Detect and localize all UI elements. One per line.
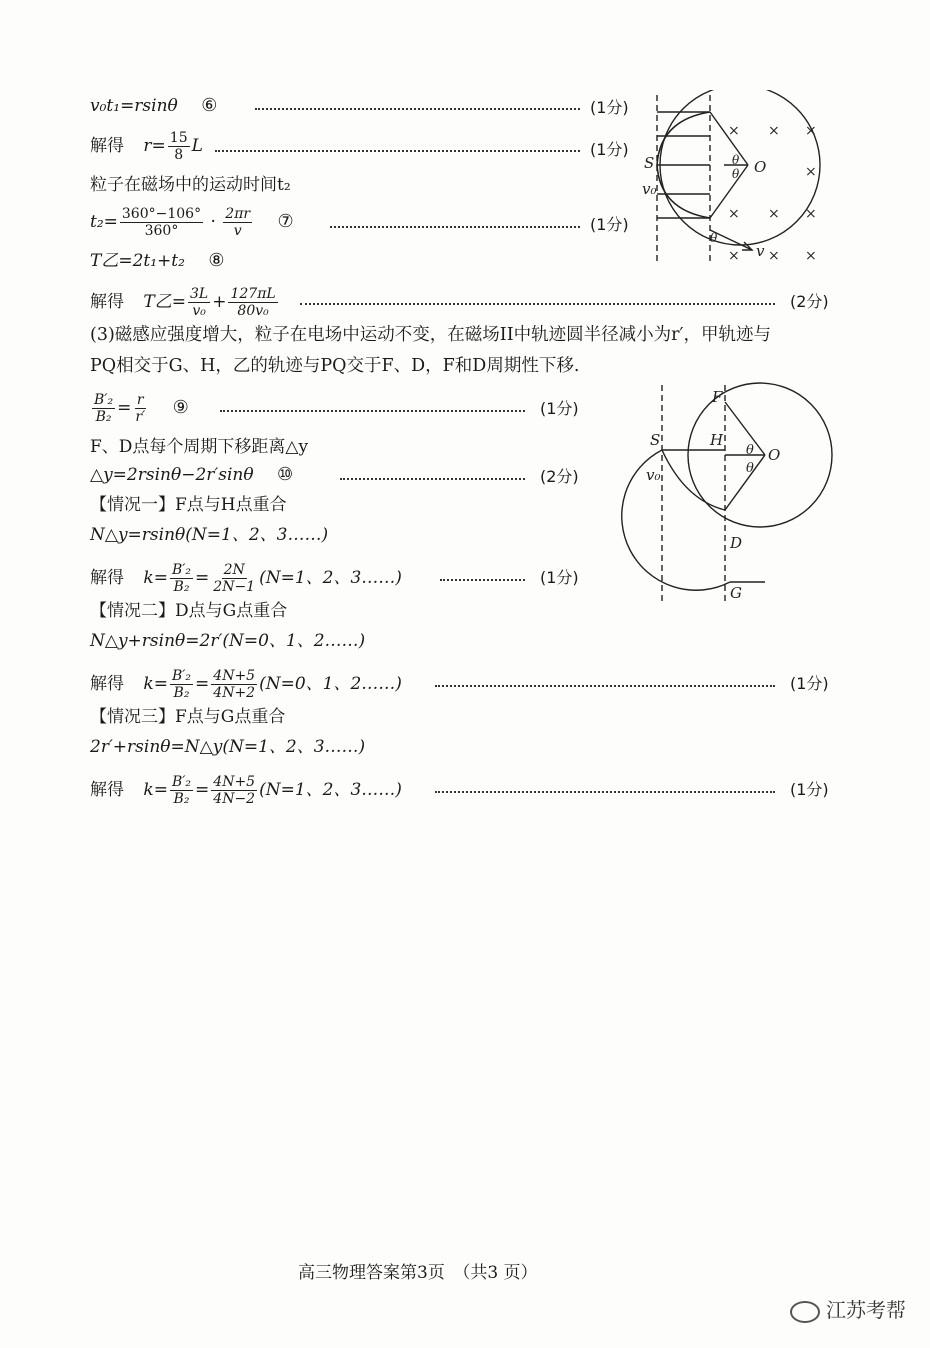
tail: (N=1、2、3……) bbox=[259, 780, 402, 800]
fraction: $\frac{r}{r'}$ bbox=[135, 392, 146, 425]
para-line: (3)磁感应强度增大，粒子在电场中运动不变，在磁场II中轨迹圆半径减小为r′，甲轨迹与 bbox=[90, 325, 771, 345]
equals: = bbox=[195, 780, 210, 800]
label-D: D bbox=[730, 534, 743, 552]
label-S: S bbox=[650, 431, 661, 449]
fraction: $\frac{360^\circ-106^\circ}{360^\circ}$ bbox=[121, 206, 202, 239]
label-theta: θ bbox=[746, 461, 754, 476]
label-H: H bbox=[710, 431, 724, 449]
leader-dots bbox=[435, 685, 775, 687]
equation-number: ⑦ bbox=[277, 211, 294, 232]
label-theta: θ bbox=[732, 167, 740, 181]
solve-label: 解得 bbox=[90, 674, 124, 694]
fraction: $\frac{2N}{2N-1}$ bbox=[213, 562, 256, 595]
watermark bbox=[790, 1294, 906, 1323]
fraction: $\frac{\text{B′₂}}{\text{B₂}}$ bbox=[171, 668, 192, 701]
eq-line-7 bbox=[90, 206, 294, 239]
case-title: 【情况一】F点与H点重合 bbox=[90, 495, 287, 515]
cross-mark: × bbox=[768, 206, 780, 222]
label-v0: v₀ bbox=[646, 466, 661, 484]
lhs: k= bbox=[143, 674, 168, 694]
leader-dots bbox=[300, 303, 775, 305]
equation-number: ⑨ bbox=[172, 397, 189, 418]
eq-line-10 bbox=[90, 464, 293, 486]
tail: (N=0、1、2……) bbox=[259, 674, 402, 694]
score: (1分) bbox=[590, 215, 629, 234]
case-solution bbox=[90, 562, 402, 595]
score: (1分) bbox=[540, 568, 579, 587]
score: (1分) bbox=[790, 780, 829, 799]
cross-mark: × bbox=[768, 123, 780, 139]
lhs: T乙= bbox=[143, 292, 186, 312]
cross-mark: × bbox=[805, 248, 817, 264]
eq-line-6 bbox=[90, 95, 217, 117]
solve-r-line bbox=[90, 130, 203, 163]
equation: △y=2rsinθ−2r′sinθ bbox=[90, 465, 254, 485]
label-v0: v₀ bbox=[642, 180, 657, 198]
lhs: t₂= bbox=[90, 212, 118, 232]
equation-number: ⑩ bbox=[277, 464, 294, 485]
cross-mark: × bbox=[728, 123, 740, 139]
fraction: $\frac{15}{8}$ bbox=[169, 130, 188, 163]
score: (1分) bbox=[540, 399, 579, 418]
leader-dots bbox=[340, 478, 525, 480]
solve-label: 解得 bbox=[90, 780, 124, 800]
case-title: 【情况三】F点与G点重合 bbox=[90, 707, 286, 727]
case-equation: N△y=rsinθ(N=1、2、3……) bbox=[90, 525, 329, 545]
case-solution bbox=[90, 668, 402, 701]
solve-label: 解得 bbox=[90, 136, 124, 156]
score: (1分) bbox=[790, 674, 829, 693]
equals: = bbox=[195, 568, 210, 588]
equals: = bbox=[117, 398, 132, 418]
score: (2分) bbox=[540, 467, 579, 486]
equation-number: ⑥ bbox=[201, 95, 218, 116]
case-equation: N△y+rsinθ=2r′(N=0、1、2……) bbox=[90, 631, 366, 651]
label-F: F bbox=[712, 388, 723, 406]
fraction: $\frac{127\pi L}{\text{80v₀}}$ bbox=[230, 286, 276, 319]
cross-mark: × bbox=[768, 248, 780, 264]
label-theta: θ bbox=[746, 443, 754, 458]
lhs: r= bbox=[143, 136, 166, 156]
eq-line-9 bbox=[90, 392, 189, 425]
equation: v₀t₁=rsinθ bbox=[90, 96, 178, 116]
para-line: PQ相交于G、H，乙的轨迹与PQ交于F、D，F和D周期性下移. bbox=[90, 356, 580, 376]
label-O: O bbox=[768, 446, 781, 464]
watermark-text: 江苏考帮 bbox=[826, 1298, 906, 1322]
fraction: $\frac{\text{B′₂}}{\text{B₂}}$ bbox=[94, 392, 114, 425]
case-title: 【情况二】D点与G点重合 bbox=[90, 601, 288, 621]
leader-dots bbox=[255, 108, 580, 110]
lhs: k= bbox=[143, 568, 168, 588]
cross-mark: × bbox=[728, 206, 740, 222]
cross-mark: × bbox=[805, 206, 817, 222]
label-G: G bbox=[730, 584, 742, 602]
wechat-icon bbox=[790, 1301, 820, 1323]
cross-mark: × bbox=[728, 248, 740, 264]
score: (2分) bbox=[790, 292, 829, 311]
cross-mark: × bbox=[805, 123, 817, 139]
leader-dots bbox=[330, 226, 580, 228]
solve-label: 解得 bbox=[90, 292, 124, 312]
trajectory-figure-2 bbox=[590, 380, 840, 605]
fraction: $\frac{4N+5}{4N+2}$ bbox=[213, 668, 256, 701]
tail: (N=1、2、3……) bbox=[259, 568, 402, 588]
label-theta: θ bbox=[732, 153, 740, 167]
equation-number: ⑧ bbox=[208, 250, 225, 271]
fraction: $\frac{\text{B′₂}}{\text{B₂}}$ bbox=[171, 774, 192, 807]
equation: T乙=2t₁+t₂ bbox=[90, 251, 185, 271]
leader-dots bbox=[215, 150, 580, 152]
leader-dots bbox=[440, 579, 525, 581]
score: (1分) bbox=[590, 98, 629, 117]
page-footer: 高三物理答案第3页 （共3 页） bbox=[298, 1263, 538, 1283]
leader-dots bbox=[435, 791, 775, 793]
dot: · bbox=[210, 212, 216, 232]
solve-label: 解得 bbox=[90, 568, 124, 588]
equals: = bbox=[195, 674, 210, 694]
label-theta: θ bbox=[710, 231, 718, 245]
fraction: $\frac{2\pi r}{v}$ bbox=[225, 206, 251, 239]
trajectory-figure-1 bbox=[640, 90, 840, 270]
label-O: O bbox=[754, 158, 767, 176]
score: (1分) bbox=[590, 140, 629, 159]
label-v: v bbox=[756, 242, 765, 260]
leader-dots bbox=[220, 410, 525, 412]
text-line: 粒子在磁场中的运动时间t₂ bbox=[90, 175, 291, 195]
plus: + bbox=[212, 292, 227, 312]
fraction: $\frac{\text{B′₂}}{\text{B₂}}$ bbox=[171, 562, 192, 595]
tail: L bbox=[191, 136, 203, 156]
label-S: S bbox=[644, 154, 655, 172]
text-line: F、D点每个周期下移距离△y bbox=[90, 437, 309, 457]
case-solution bbox=[90, 774, 402, 807]
eq-line-8 bbox=[90, 250, 224, 272]
fraction: $\frac{4N+5}{4N-2}$ bbox=[213, 774, 256, 807]
lhs: k= bbox=[143, 780, 168, 800]
fraction: $\frac{3L}{\text{v₀}}$ bbox=[190, 286, 209, 319]
case-equation: 2r′+rsinθ=N△y(N=1、2、3……) bbox=[90, 737, 366, 757]
solve-T-line bbox=[90, 286, 280, 319]
cross-mark: × bbox=[805, 164, 817, 180]
